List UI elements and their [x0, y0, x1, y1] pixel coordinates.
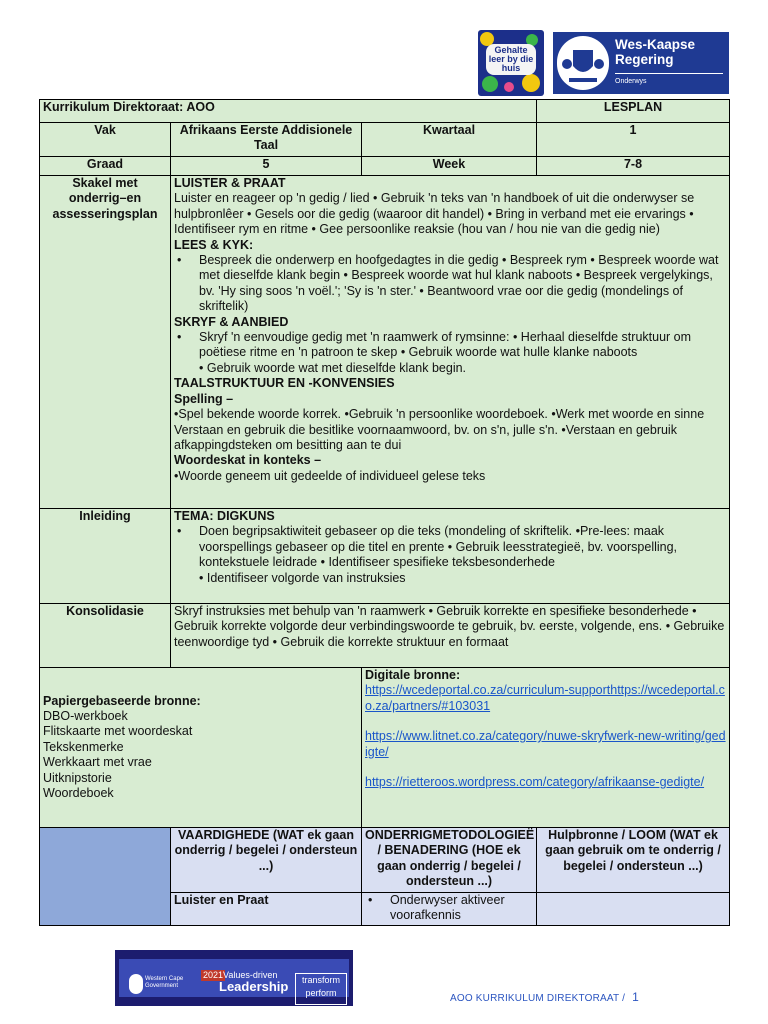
plan-blank-cell — [40, 828, 171, 926]
banner-values: Values-driven — [223, 970, 278, 980]
graad-label: Graad — [40, 157, 171, 176]
wes-kaapse-regering-logo — [553, 32, 729, 94]
doc-type: LESPLAN — [537, 100, 730, 123]
paper-item: Uitknipstorie — [43, 770, 112, 785]
paper-heading: Papiergebaseerde bronne: — [43, 693, 201, 708]
spelling-heading: Spelling – — [174, 391, 234, 406]
plan-skill-cell: Luister en Praat — [171, 893, 362, 926]
lesson-plan-table — [39, 99, 730, 926]
link-wcedeportal[interactable]: https://wcedeportal.co.za/curriculum-supporthttps://wcedeportal.co.za/partners/#103031 — [365, 683, 725, 713]
bullet-icon: • — [177, 524, 182, 539]
logo-text: Gehalte leer by die huis — [486, 44, 536, 75]
plan-resource-cell — [537, 893, 730, 926]
graad-value: 5 — [171, 157, 362, 176]
bullet-icon: • — [177, 253, 182, 268]
week-value: 7-8 — [537, 157, 730, 176]
woordeskat-heading: Woordeskat in konteks – — [174, 453, 322, 468]
paper-item: Werkkaart met vrae — [43, 755, 152, 770]
page-footer — [450, 990, 639, 1004]
page-number: 1 — [632, 990, 639, 1004]
konsolidasie-label: Konsolidasie — [40, 604, 171, 668]
skryf-heading: SKRYF & AANBIED — [174, 314, 289, 329]
paper-item: Woordeboek — [43, 786, 114, 801]
banner-wcg: Western Cape Government — [145, 976, 184, 989]
transform-perform-logo: transform perform — [295, 973, 347, 1005]
footer-label: AOO KURRIKULUM DIREKTORAAT / — [450, 993, 626, 1004]
digital-heading: Digitale bronne: — [365, 668, 461, 682]
vak-value: Afrikaans Eerste Addisionele Taal — [171, 123, 362, 157]
plan-method-cell: • Onderwyser aktiveer voorafkennis — [362, 893, 537, 926]
taal-heading: TAALSTRUKTUUR EN -KONVENSIES — [174, 376, 395, 391]
spelling-text: •Spel bekende woorde korrek. •Gebruik 'n persoonlike woordeboek. •Werk met woorde en sinne Verstaan en gebruik die besitlike voornaamwoord, bv. on s'n, julle s'n. •Verstaan en gebruik afkappingdsteken om besitting aan te dui — [174, 407, 705, 452]
tema-heading: TEMA: DIGKUNS — [174, 509, 275, 523]
konsolidasie-text: Skryf instruksies met behulp van 'n raamwerk • Gebruik korrekte en spesifieke besonderhede • Gebruik korrekte volgorde deur verbindingswoorde te gebruik, bv. eerste, volgende, ens. • Gebruike teenwoordige tyd • Gebruik die korrekte struktuur en formaat — [171, 604, 730, 668]
crest-icon — [129, 974, 143, 994]
luister-heading: LUISTER & PRAAT — [174, 176, 286, 190]
link-rietteroos[interactable]: https://rietteroos.wordpress.com/category/afrikaanse-gedigte/ — [365, 775, 705, 790]
plan-col-metodologie: ONDERRIGMETODOLOGIEË / BENADERING (HOE ek gaan onderrig / begelei / ondersteun ...) — [362, 828, 537, 893]
woordeskat-text: •Woorde geneem uit gedeelde of individueel gelese teks — [174, 468, 486, 483]
directorate-title: Kurrikulum Direktoraat: AOO — [40, 100, 537, 123]
luister-text: Luister en reageer op 'n gedig / lied • Gebruik 'n teks van 'n handboek of uit die onderwyser se hulpbronlêer • Gesels oor die gedig (waaroor dit handel) • Bring in verband met eie ervarings • Identifiseer rym en ritme • Gee persoonlike reaksie (hou van / hou nie van die gedig nie) — [174, 191, 695, 237]
inleiding-content — [171, 509, 730, 604]
plan-col-vaardighede: VAARDIGHEDE (WAT ek gaan onderrig / begelei / ondersteun ...) — [171, 828, 362, 893]
skryf-continuation: • Gebruik woorde wat met dieselfde klank begin. — [199, 360, 467, 375]
banner-year: 2021 — [203, 970, 224, 980]
inleiding-continuation: • Identifiseer volgorde van instruksies — [199, 570, 406, 585]
bullet-icon: • — [368, 893, 373, 907]
divider — [615, 73, 723, 74]
paper-item: Flitskaarte met woordeskat — [43, 724, 193, 739]
gov-department: Onderwys — [615, 78, 647, 85]
bullet-icon: • — [177, 330, 182, 345]
gov-name-line1: Wes-Kaapse — [615, 37, 696, 52]
kwartaal-label: Kwartaal — [362, 123, 537, 157]
inleiding-bullet: • Doen begripsaktiwiteit gebaseer op die teks (mondeling of skriftelik. •Pre-lees: maak voorspellings gebaseer op die titel en prente • Gebruik leesstrategieë, bv. voorspelling, kontekstuele leidrade • Identifiseer spesifieke teksbesonderhede — [174, 524, 726, 570]
skakel-content — [171, 176, 730, 509]
paper-item: DBO-werkboek — [43, 708, 128, 723]
kwartaal-value: 1 — [537, 123, 730, 157]
inleiding-label: Inleiding — [40, 509, 171, 604]
lees-heading: LEES & KYK: — [174, 237, 254, 252]
gehalte-leer-logo — [478, 30, 544, 96]
paper-resources — [40, 668, 362, 828]
gov-name-line2: Regering — [615, 52, 674, 67]
skakel-label: Skakel met onderrig–en assesseringsplan — [40, 176, 171, 509]
lees-bullet: • Bespreek die onderwerp en hoofgedagtes in die gedig • Bespreek rym • Bespreek woorde wat met dieselfde klank begin • Bespreek woorde wat hul klank naboots • Bespreek vergelykings, bv. 'Hy sing soos 'n voël.'; 'Sy is 'n ster.' • Beantwoord vrae oor die gedig (mondelings of skriftelik) — [174, 253, 726, 315]
banner-leadership: Leadership — [219, 979, 289, 994]
paper-item: Tekskenmerke — [43, 739, 124, 754]
link-litnet[interactable]: https://www.litnet.co.za/category/nuwe-skryfwerk-new-writing/gedigte/ — [365, 729, 726, 759]
plan-col-hulpbronne: Hulpbronne / LOOM (WAT ek gaan gebruik om te onderrig / begelei / ondersteun ...) — [537, 828, 730, 893]
skryf-bullet: • Skryf 'n eenvoudige gedig met 'n raamwerk of rymsinne: • Herhaal dieselfde struktuur om poëtiese ritme en 'n patroon te skep • Gebruik woorde wat hulle klanke naboots — [174, 330, 726, 361]
coat-of-arms-icon — [557, 36, 609, 90]
digital-resources — [362, 668, 730, 828]
vak-label: Vak — [40, 123, 171, 157]
week-label: Week — [362, 157, 537, 176]
leadership-banner — [115, 950, 353, 1006]
